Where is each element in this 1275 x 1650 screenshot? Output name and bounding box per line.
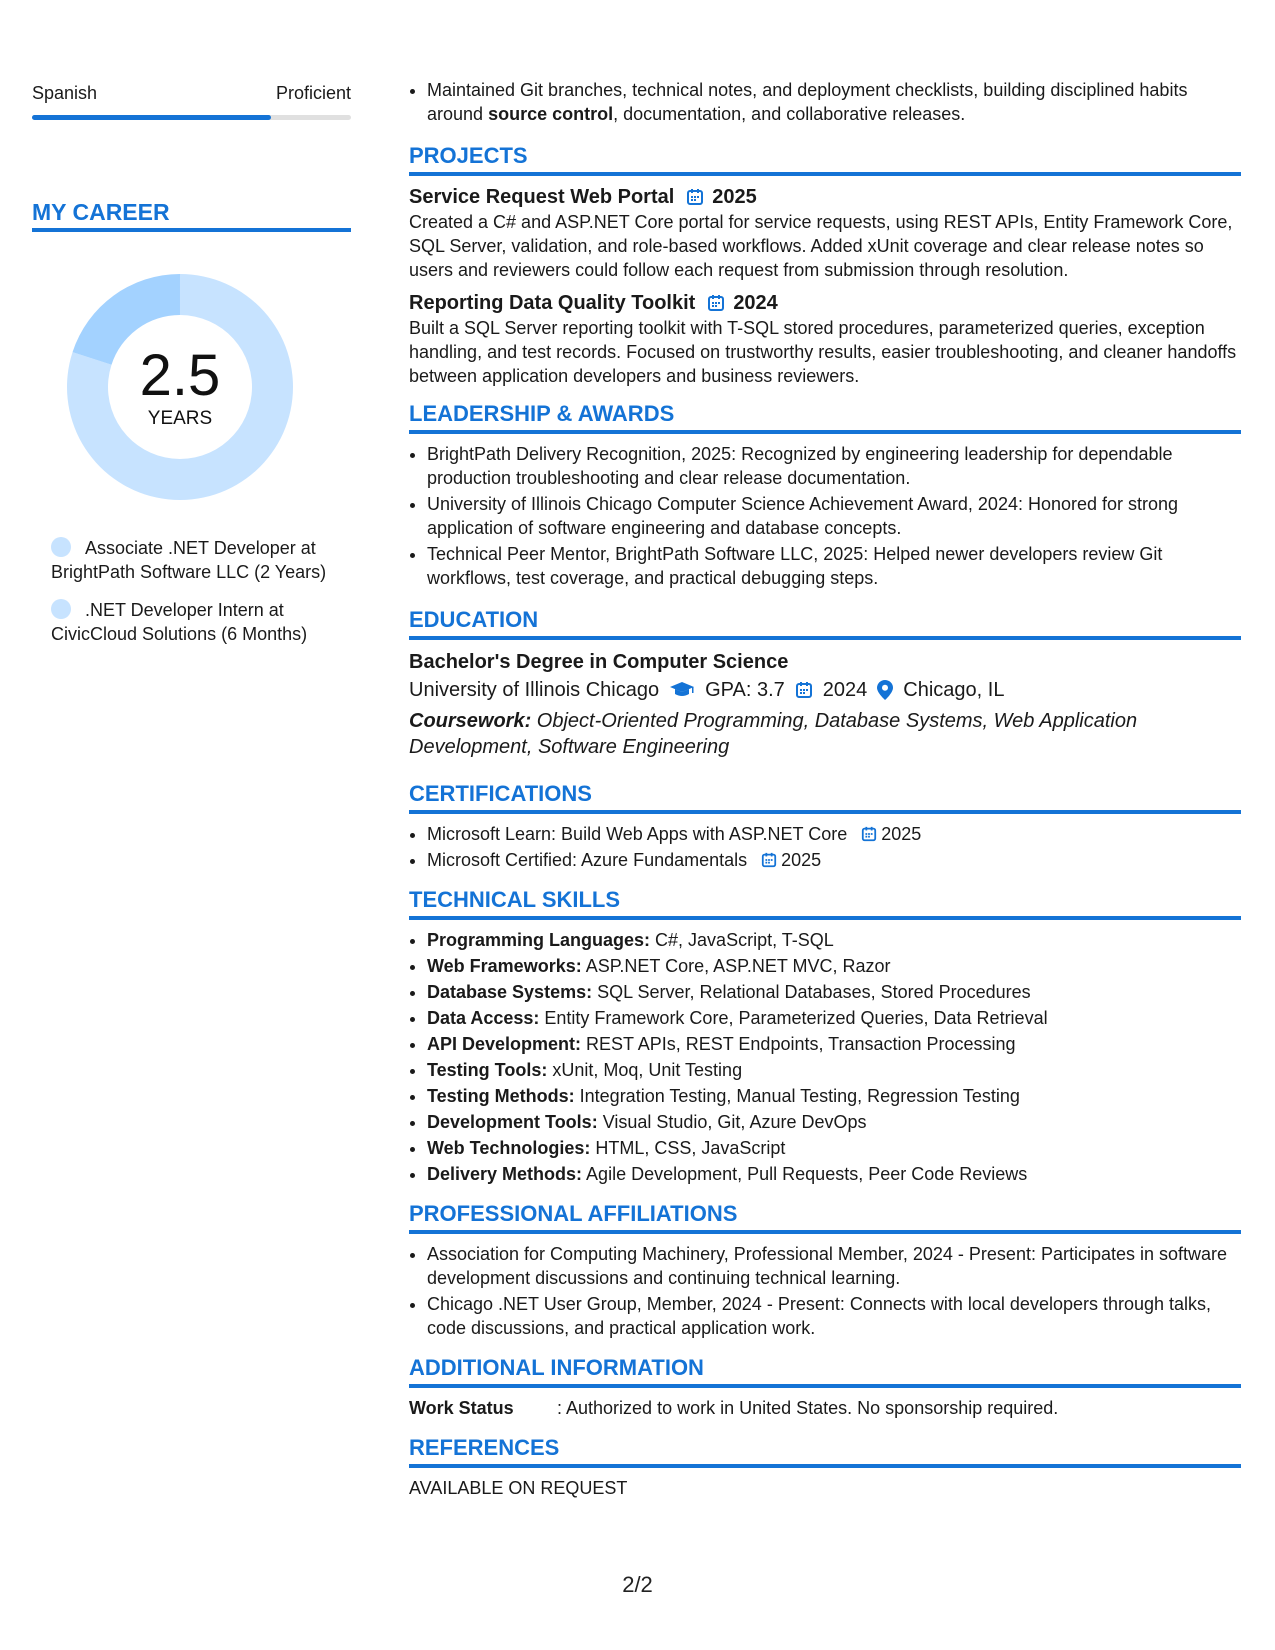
career-item-text: Associate .NET Developer at BrightPath Software LLC (2 Years)	[51, 538, 327, 582]
main-content	[409, 78, 1241, 1500]
school-location: Chicago, IL	[903, 679, 1005, 701]
project-description: Created a C# and ASP.NET Core portal for service requests, using REST APIs, Entity Framework Core, SQL Server, validation, and role-based workflows. Added xUnit coverage and clear release notes so users and reviewers could follow each request from submission through resolution.	[409, 212, 1233, 280]
skill-label: Web Technologies:	[427, 1138, 591, 1158]
skills-list	[409, 928, 1241, 1186]
skill-item	[427, 1058, 1241, 1082]
experience-bullet	[427, 78, 1241, 126]
work-status-row	[409, 1396, 1241, 1420]
skill-value: xUnit, Moq, Unit Testing	[547, 1060, 743, 1080]
legend-dot	[51, 599, 71, 619]
skill-label: Database Systems:	[427, 982, 593, 1002]
skill-item	[427, 954, 1241, 978]
career-total-value: 2.5	[139, 343, 221, 408]
affiliation-item: • Chicago .NET User Group, Member, 2024 - Present: Connects with local developers through talks, code discussions, and practical application work.	[427, 1292, 1241, 1340]
skill-value: C#, JavaScript, T-SQL	[650, 930, 834, 950]
coursework	[409, 708, 1241, 760]
affiliations-title: PROFESSIONAL AFFILIATIONS	[409, 1200, 1241, 1234]
certification-name: • Microsoft Learn: Build Web Apps with ASP.NET Core	[427, 824, 848, 844]
calendar-icon	[686, 188, 704, 206]
language-level-fill	[32, 115, 271, 120]
projects-section	[409, 142, 1241, 388]
coursework-text: Object-Oriented Programming, Database Systems, Web Application Development, Software Engineering	[409, 710, 1138, 758]
education-details	[409, 676, 1241, 704]
language-level: Proficient	[275, 83, 351, 103]
skill-item	[427, 1006, 1241, 1030]
skill-item	[427, 1084, 1241, 1108]
project-year: 2025	[712, 186, 757, 208]
legend-dot	[51, 537, 71, 557]
certification-name: • Microsoft Certified: Azure Fundamentals	[427, 850, 748, 870]
skill-value: Integration Testing, Manual Testing, Regression Testing	[574, 1086, 1020, 1106]
skill-value: REST APIs, REST Endpoints, Transaction Processing	[581, 1034, 1016, 1054]
donut-center	[67, 343, 293, 430]
skill-value: Entity Framework Core, Parameterized Queries, Data Retrieval	[539, 1008, 1048, 1028]
certifications-title: CERTIFICATIONS	[409, 780, 1241, 814]
calendar-icon	[761, 852, 777, 868]
affiliation-item: • Association for Computing Machinery, Professional Member, 2024 - Present: Participates in software development discussions and continuing technical learning.	[427, 1242, 1241, 1290]
references-title: REFERENCES	[409, 1434, 1241, 1468]
language-row	[32, 78, 351, 104]
education-section	[409, 606, 1241, 760]
bullet-text: , documentation, and collaborative releases.	[613, 104, 966, 124]
career-item	[51, 598, 341, 646]
certification-item	[427, 822, 1241, 846]
career-heading: MY CAREER	[32, 198, 351, 232]
skill-value: Visual Studio, Git, Azure DevOps	[597, 1112, 867, 1132]
skill-value: ASP.NET Core, ASP.NET MVC, Razor	[581, 956, 891, 976]
work-status-value: : Authorized to work in United States. No sponsorship required.	[557, 1398, 1059, 1418]
education-title: EDUCATION	[409, 606, 1241, 640]
award-item: • BrightPath Delivery Recognition, 2025: Recognized by engineering leadership for dependable production troubleshooting and clear release documentation.	[427, 442, 1241, 490]
graduation-year: 2024	[822, 679, 868, 701]
project-header	[409, 290, 1241, 316]
skill-label: Web Frameworks:	[427, 956, 582, 976]
certification-year: 2025	[781, 850, 822, 870]
language-name: Spanish	[32, 83, 98, 103]
skill-item	[427, 980, 1241, 1004]
certifications-section	[409, 780, 1241, 872]
affiliations-list	[409, 1242, 1241, 1340]
projects-title: PROJECTS	[409, 142, 1241, 176]
skill-label: Data Access:	[427, 1008, 540, 1028]
career-item	[51, 536, 341, 584]
school-name: University of Illinois Chicago	[409, 679, 660, 701]
graduation-cap-icon	[669, 681, 695, 699]
page-number: 2/2	[622, 1572, 653, 1597]
project-name: Reporting Data Quality Toolkit	[409, 292, 696, 314]
career-list	[51, 536, 341, 646]
skill-item	[427, 1136, 1241, 1160]
skill-label: Delivery Methods:	[427, 1164, 583, 1184]
skill-label: Development Tools:	[427, 1112, 598, 1132]
skills-title: TECHNICAL SKILLS	[409, 886, 1241, 920]
skills-section	[409, 886, 1241, 1186]
career-item-text: .NET Developer Intern at CivicCloud Solutions (6 Months)	[51, 600, 308, 644]
skill-label: Programming Languages:	[427, 930, 651, 950]
calendar-icon	[795, 681, 813, 699]
certification-year: 2025	[881, 824, 922, 844]
work-status-label: Work Status	[409, 1398, 514, 1418]
skill-value: HTML, CSS, JavaScript	[590, 1138, 786, 1158]
calendar-icon	[861, 826, 877, 842]
bullet-text: Maintained Git branches, technical notes, and deployment checklists, building disciplined habits around	[427, 80, 1188, 124]
certifications-list	[409, 822, 1241, 872]
certification-item	[427, 848, 1241, 872]
career-total-unit: YEARS	[147, 408, 213, 429]
project-header	[409, 184, 1241, 210]
awards-title: LEADERSHIP & AWARDS	[409, 400, 1241, 434]
skill-label: Testing Tools:	[427, 1060, 548, 1080]
additional-title: ADDITIONAL INFORMATION	[409, 1354, 1241, 1388]
project-year: 2024	[733, 292, 778, 314]
skill-item	[427, 1110, 1241, 1134]
awards-list	[409, 442, 1241, 590]
bullet-bold: source control	[488, 104, 614, 124]
gpa: GPA: 3.7	[705, 679, 785, 701]
sidebar	[32, 78, 351, 660]
award-item: • Technical Peer Mentor, BrightPath Software LLC, 2025: Helped newer developers review Git workflows, test coverage, and practical debugging steps.	[427, 542, 1241, 590]
skill-item	[427, 1162, 1241, 1186]
skill-label: API Development:	[427, 1034, 582, 1054]
additional-section	[409, 1354, 1241, 1420]
degree: Bachelor's Degree in Computer Science	[409, 651, 789, 673]
skill-value: SQL Server, Relational Databases, Stored Procedures	[592, 982, 1031, 1002]
location-pin-icon	[877, 680, 893, 700]
awards-section	[409, 400, 1241, 590]
references-section	[409, 1434, 1241, 1500]
skill-item	[427, 1032, 1241, 1056]
calendar-icon	[707, 294, 725, 312]
award-item: • University of Illinois Chicago Computer Science Achievement Award, 2024: Honored for strong application of software engineering and database concepts.	[427, 492, 1241, 540]
coursework-label: Coursework:	[409, 710, 532, 732]
career-donut	[67, 274, 293, 500]
project-description: Built a SQL Server reporting toolkit with T-SQL stored procedures, parameterized queries, exception handling, and test records. Focused on trustworthy results, easier troubleshooting, and cleaner handoffs between application developers and business reviewers.	[409, 318, 1237, 386]
skill-label: Testing Methods:	[427, 1086, 575, 1106]
affiliations-section	[409, 1200, 1241, 1340]
references-text: AVAILABLE ON REQUEST	[409, 1478, 628, 1498]
language-level-bar	[32, 115, 351, 120]
project-name: Service Request Web Portal	[409, 186, 675, 208]
skill-item	[427, 928, 1241, 952]
skill-value: Agile Development, Pull Requests, Peer Code Reviews	[582, 1164, 1028, 1184]
experience-tail-list	[409, 78, 1241, 126]
